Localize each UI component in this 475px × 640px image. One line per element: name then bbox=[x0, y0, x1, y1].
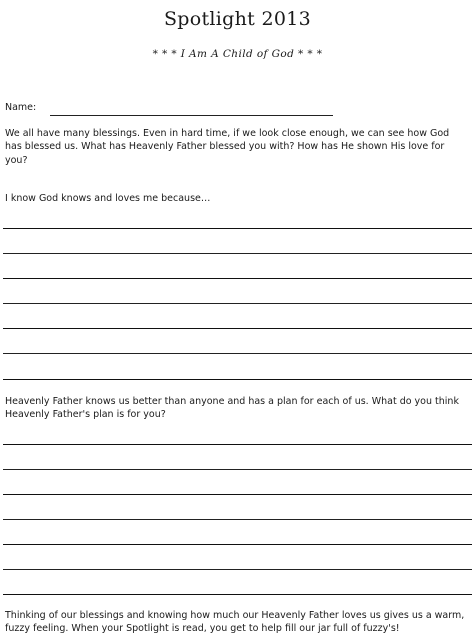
page-subtitle: * * * I Am A Child of God * * * bbox=[152, 48, 323, 60]
writing-line bbox=[3, 444, 472, 445]
fuzzy-paragraph: Thinking of our blessings and knowing how much our Heavenly Father loves us gives us a warm, fuzzy feeling. When your Spotlight is read, you get to help fill our jar full of fuzzy's! bbox=[5, 610, 465, 635]
writing-line bbox=[3, 594, 472, 595]
writing-line bbox=[3, 494, 472, 495]
writing-line bbox=[3, 519, 472, 520]
writing-line bbox=[3, 379, 472, 380]
name-label: Name: bbox=[5, 102, 37, 113]
name-line bbox=[50, 115, 333, 116]
writing-line bbox=[3, 228, 472, 229]
writing-line bbox=[3, 569, 472, 570]
writing-line bbox=[3, 353, 472, 354]
writing-line bbox=[3, 469, 472, 470]
writing-line bbox=[3, 278, 472, 279]
blessings-paragraph: We all have many blessings. Even in hard time, if we look close enough, we can see how God has blessed us. What has Heavenly Father blessed you with? How has He shown His love for you? bbox=[5, 128, 450, 166]
writing-line bbox=[3, 253, 472, 254]
prompt-god-loves-me: I know God knows and loves me because… bbox=[5, 193, 211, 204]
writing-line bbox=[3, 544, 472, 545]
writing-line bbox=[3, 303, 472, 304]
writing-line bbox=[3, 328, 472, 329]
plan-paragraph: Heavenly Father knows us better than anyone and has a plan for each of us. What do you think Heavenly Father's plan is for you? bbox=[5, 396, 459, 421]
page-title: Spotlight 2013 bbox=[163, 8, 312, 30]
